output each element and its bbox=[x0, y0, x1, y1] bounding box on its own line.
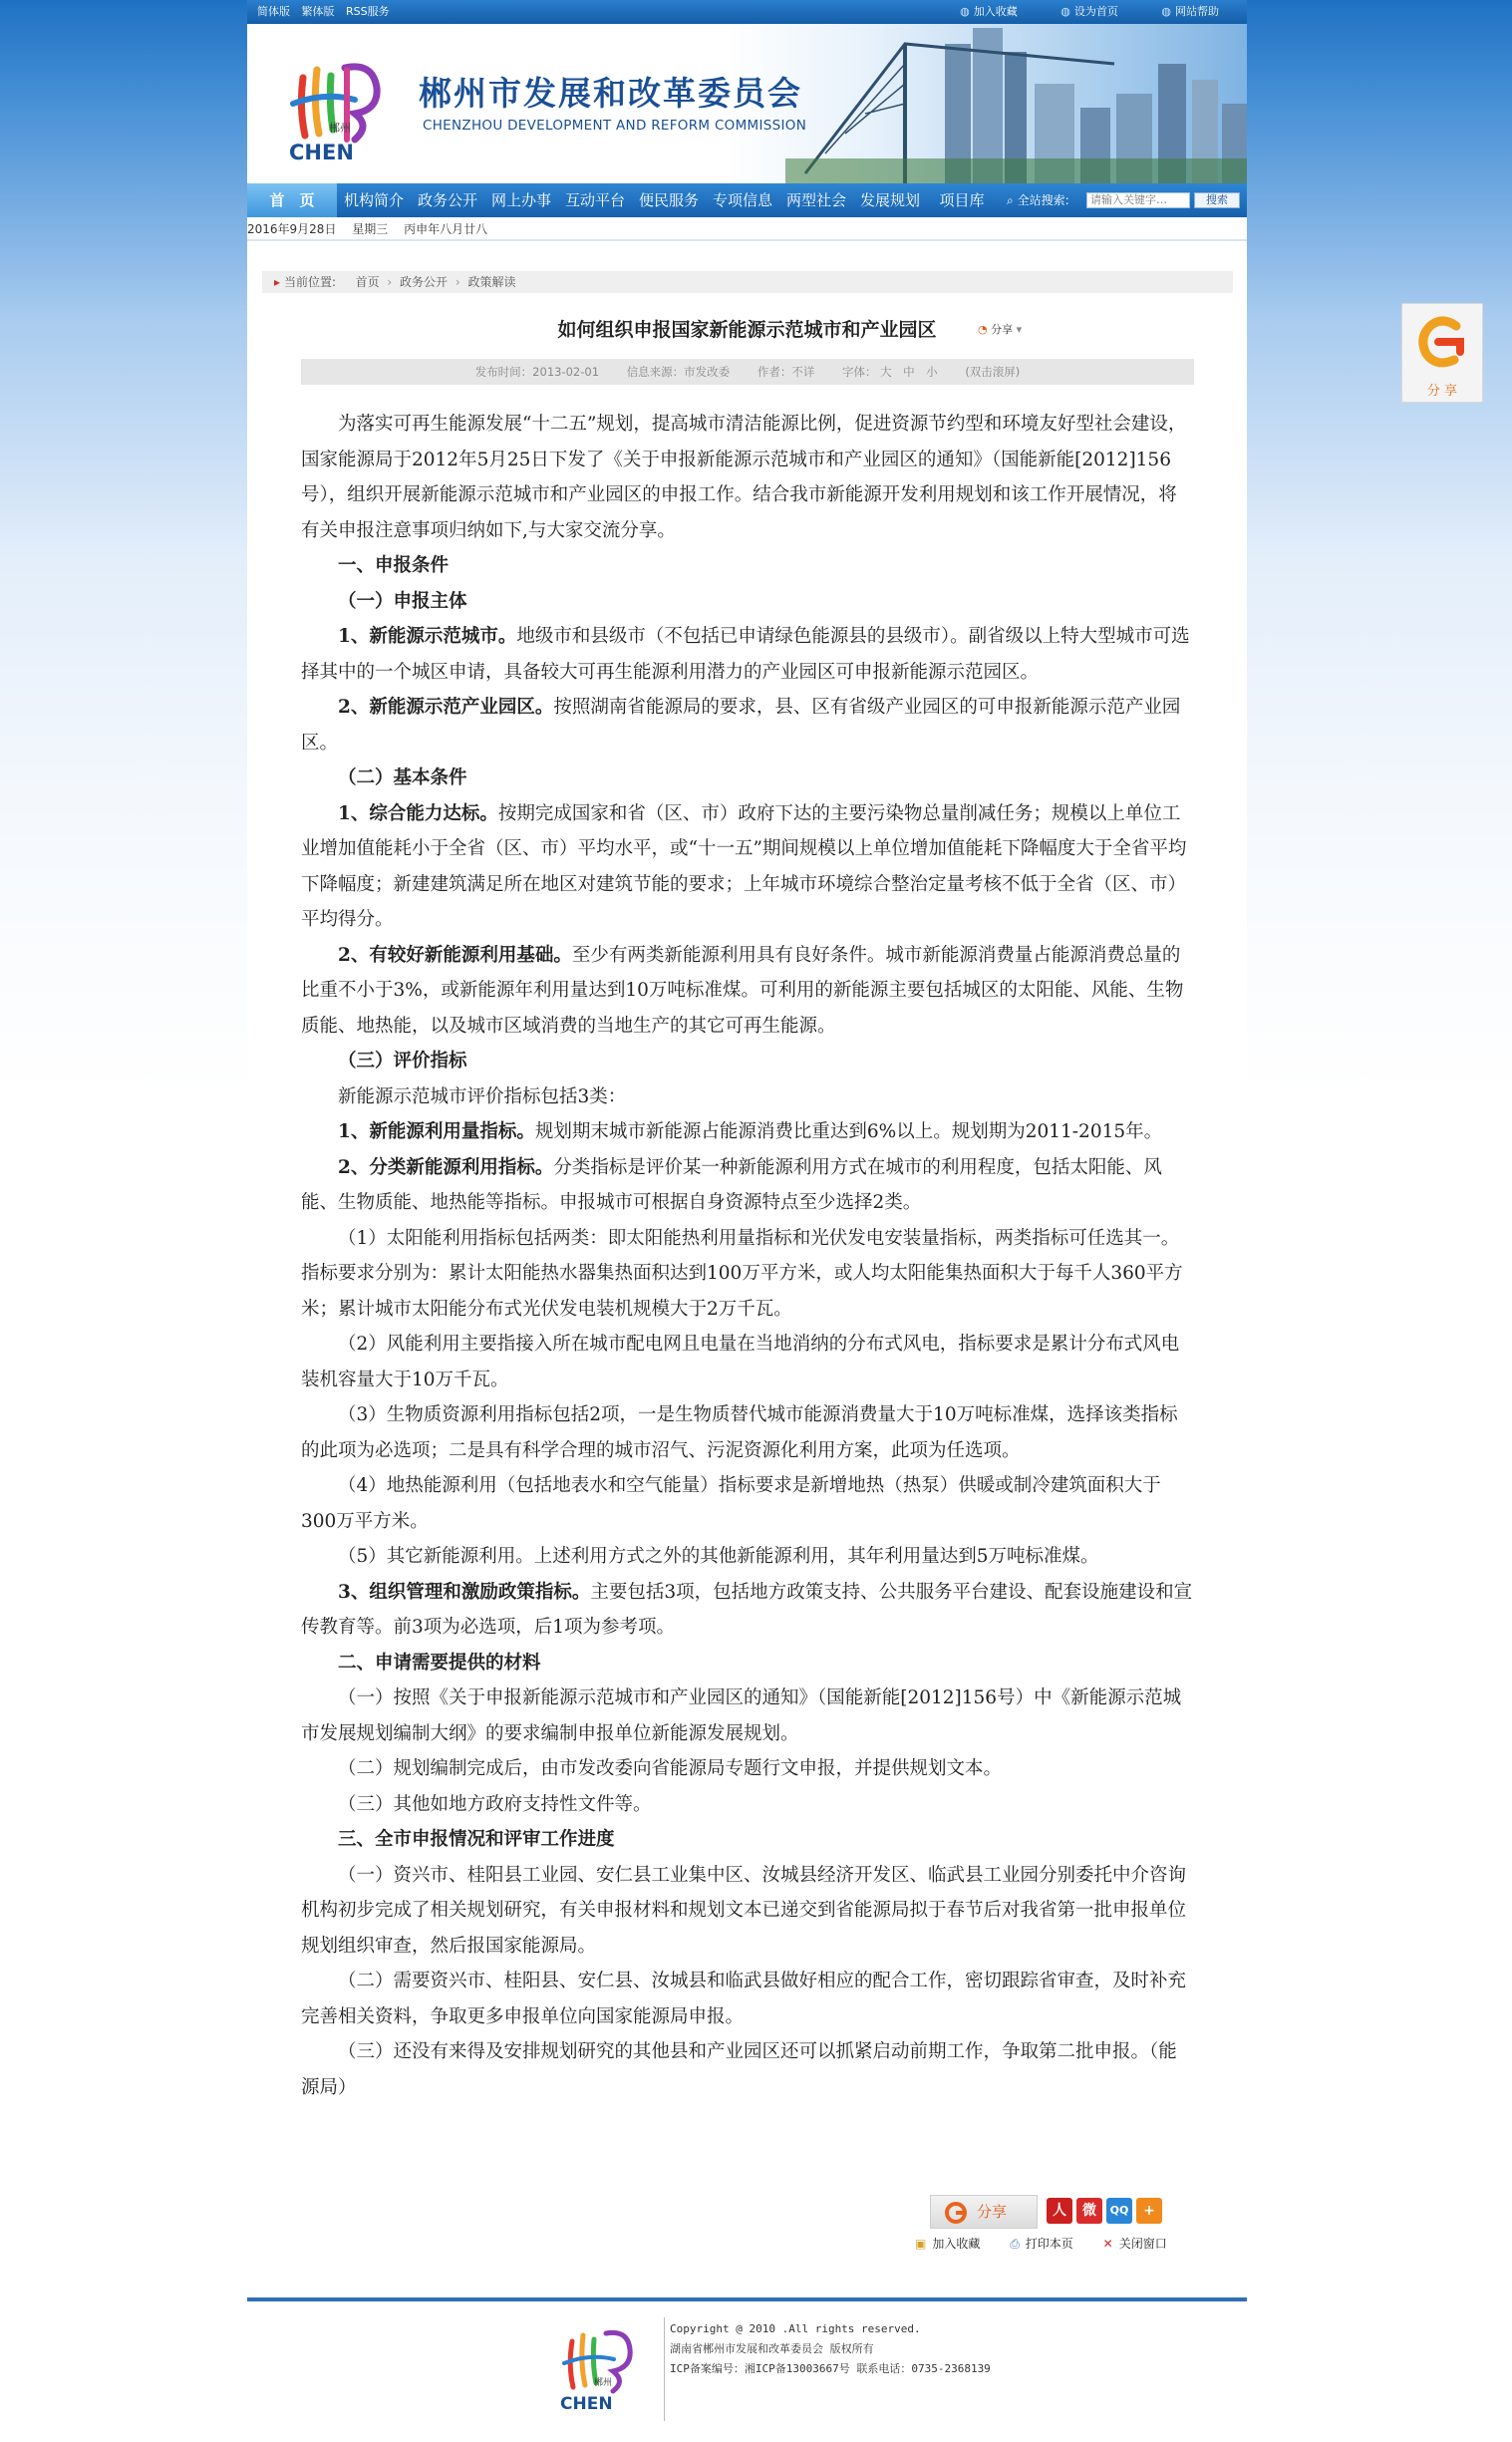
article-section-heading bbox=[301, 761, 1194, 796]
paragraph-text: 规划期末城市新能源占能源消费比重达到6%以上。规划期为2011-2015年。 bbox=[534, 1121, 1163, 1142]
main-navigation bbox=[247, 183, 1247, 217]
paragraph-text: （3）生物质资源利用指标包括2项，一是生物质替代城市能源消费量大于10万吨标准煤，选择该类指标的此项为必选项；二是具有科学合理的城市沼气、污泥资源化利用方案，此项为任选项。 bbox=[301, 1404, 1178, 1461]
paragraph-text: （一）资兴市、桂阳县工业园、安仁县工业集中区、汝城县经济开发区、临武县工业园分别委托中介咨询机构初步完成了相关规划研究，有关申报材料和规划文本已递交到省能源局拟于春节后对我省第一批申报单位规划组织审查，然后报国家能源局。 bbox=[301, 1864, 1187, 1957]
article-paragraph bbox=[301, 2034, 1194, 2105]
more-share-icon[interactable]: + bbox=[1136, 2198, 1162, 2224]
nav-project-library[interactable]: 项目库 bbox=[939, 191, 985, 209]
search-icon: ⌕ bbox=[1007, 193, 1014, 207]
nav-about[interactable]: 机构简介 bbox=[343, 191, 404, 209]
copyright-line: Copyright @ 2010 .All rights reserved. bbox=[670, 2322, 921, 2335]
paragraph-text: 分类指标是评价某一种新能源利用方式在城市的利用程度，包括太阳能、风能、生物质能、地热能等指标。申报城市可根据自身资源特点至少选择2类。 bbox=[301, 1156, 1162, 1213]
article-section-heading bbox=[301, 1044, 1194, 1079]
search-button[interactable]: 搜索 bbox=[1194, 192, 1240, 208]
paragraph-lead: 1、新能源示范城市。 bbox=[338, 626, 517, 647]
nav-special-info[interactable]: 专项信息 bbox=[712, 191, 772, 209]
weekday: 星期三 bbox=[352, 222, 389, 236]
nav-development-planning[interactable]: 发展规划 bbox=[859, 191, 920, 209]
folder-icon: ▣ bbox=[915, 2237, 927, 2251]
close-window-action[interactable]: ✕ 关闭窗口 bbox=[1102, 2237, 1167, 2251]
article-paragraph bbox=[301, 1397, 1194, 1468]
article-actions bbox=[915, 2235, 1193, 2252]
paragraph-text: 地级市和县级市（不包括已申请绿色能源县的县级市）。副省级以上特大型城市可选择其中的一个城区申请，具备较大可再生能源利用潜力的产业园区可申报新能源示范园区。 bbox=[301, 626, 1190, 683]
paragraph-text: （三）其他如地方政府支持性文件等。 bbox=[338, 1793, 652, 1815]
date-bar bbox=[247, 217, 1247, 241]
add-favorite-action[interactable]: ▣ 加入收藏 bbox=[915, 2237, 981, 2251]
publish-time: 发布时间：2013-02-01 bbox=[474, 365, 600, 379]
article-paragraph bbox=[301, 1858, 1194, 1965]
nav-online-services[interactable]: 网上办事 bbox=[490, 191, 551, 209]
help-icon: ◍ bbox=[1161, 5, 1171, 18]
author: 作者：不详 bbox=[756, 365, 815, 379]
top-utility-bar bbox=[247, 0, 1247, 24]
paragraph-text: 新能源示范城市评价指标包括3类： bbox=[338, 1085, 627, 1107]
paragraph-lead: 2、新能源示范产业园区。 bbox=[338, 697, 554, 718]
article-paragraph bbox=[301, 1575, 1194, 1646]
floating-share-widget[interactable]: 分 享 bbox=[1401, 303, 1483, 403]
paragraph-lead: （一）申报主体 bbox=[338, 590, 467, 612]
page-container bbox=[247, 0, 1247, 2438]
paragraph-lead: 二、申请需要提供的材料 bbox=[338, 1652, 541, 1674]
site-title: 郴州市发展和改革委员会 bbox=[419, 74, 802, 113]
paragraph-lead: 1、综合能力达标。 bbox=[338, 802, 498, 824]
paragraph-lead: 2、有较好新能源利用基础。 bbox=[338, 944, 572, 966]
paragraph-text: 为落实可再生能源发展“十二五”规划，提高城市清洁能源比例，促进资源节约型和环境友好型社会建设，国家能源局于2012年5月25日下发了《关于申报新能源示范城市和产业园区的通知》（国能新能[2012]156号），组织开展新能源示范城市和产业园区的申报工作。结合我市新能源开发利用规划和该工作开展情况，将有关申报注意事项归纳如下,与大家交流分享。 bbox=[301, 414, 1187, 541]
article-paragraph bbox=[301, 1751, 1194, 1787]
share-logo-icon bbox=[945, 2202, 967, 2224]
article-paragraph bbox=[301, 1468, 1194, 1539]
search-label: ⌕ 全站搜索: bbox=[1007, 193, 1069, 207]
date-divider bbox=[247, 239, 1247, 241]
paragraph-text: （5）其它新能源利用。上述利用方式之外的其他新能源利用，其年利用量达到5万吨标准煤。 bbox=[338, 1546, 1099, 1567]
paragraph-lead: 2、分类新能源利用指标。 bbox=[338, 1156, 554, 1178]
article-paragraph bbox=[301, 1221, 1194, 1328]
nav-home[interactable]: 首 页 bbox=[247, 183, 337, 217]
city-skyline-image bbox=[785, 24, 1247, 183]
paragraph-text: （4）地热能源利用（包括地表水和空气能量）指标要求是新增地热（热泵）供暖或制冷建筑面积大于300万平方米。 bbox=[301, 1475, 1161, 1532]
rss-link[interactable]: RSS服务 bbox=[346, 5, 390, 18]
paragraph-lead: （二）基本条件 bbox=[338, 767, 467, 788]
add-favorite-link[interactable]: ◍ 加入收藏 bbox=[960, 5, 1018, 18]
svg-text:郴州: 郴州 bbox=[594, 2378, 613, 2388]
share-mini-button[interactable]: ◔ 分享 ▾ bbox=[978, 323, 1023, 336]
paragraph-text: （二）需要资兴市、桂阳县、安仁县、汝城县和临武县做好相应的配合工作，密切跟踪省审查，及时补充完善相关资料，争取更多申报单位向国家能源局申报。 bbox=[301, 1971, 1187, 2027]
paragraph-text: （2）风能利用主要指接入所在城市配电网且电量在当地消纳的分布式风电，指标要求是累计分布式风电装机容量大于10万千瓦。 bbox=[301, 1334, 1180, 1390]
icp-line: ICP备案编号：湘ICP备13003667号 联系电话：0735-2368139 bbox=[670, 2362, 991, 2375]
svg-text:CHEN: CHEN bbox=[560, 2394, 613, 2414]
renren-share-icon[interactable]: 人 bbox=[1047, 2198, 1072, 2224]
footer bbox=[247, 2297, 1247, 2442]
version-links bbox=[257, 0, 398, 24]
location-marker-icon: ▸ bbox=[274, 275, 281, 289]
help-link[interactable]: ◍ 网站帮助 bbox=[1161, 5, 1219, 18]
paragraph-text: （二）规划编制完成后，由市发改委向省能源局专题行文申报，并提供规划文本。 bbox=[338, 1758, 1003, 1779]
article-meta-bar bbox=[301, 359, 1194, 385]
paragraph-lead: 一、申报条件 bbox=[338, 555, 450, 576]
article-paragraph bbox=[301, 1680, 1194, 1751]
current-date: 2016年9月28日 bbox=[247, 222, 337, 236]
paragraph-text: （三）还没有来得及安排规划研究的其他县和产业园区还可以抓紧启动前期工作，争取第二批申报。（能源局） bbox=[301, 2041, 1177, 2098]
svg-text:郴州: 郴州 bbox=[329, 122, 351, 135]
article-paragraph bbox=[301, 1114, 1194, 1150]
info-source: 信息来源：市发改委 bbox=[626, 365, 731, 379]
footer-divider bbox=[664, 2317, 665, 2421]
article-paragraph bbox=[301, 1964, 1194, 2034]
article-paragraph bbox=[301, 407, 1194, 548]
breadcrumb-policy[interactable]: 政策解读 bbox=[467, 275, 516, 289]
utility-links bbox=[920, 0, 1219, 24]
print-action[interactable]: ⎙ 打印本页 bbox=[1010, 2237, 1073, 2251]
share-button[interactable]: 分享 bbox=[930, 2195, 1038, 2229]
search-input[interactable] bbox=[1086, 192, 1190, 208]
footer-logo bbox=[558, 2319, 644, 2415]
article-paragraph bbox=[301, 1150, 1194, 1221]
breadcrumb-government-info[interactable]: 政务公开 bbox=[400, 275, 449, 289]
owner-line: 湖南省郴州市发展和改革委员会 版权所有 bbox=[670, 2342, 874, 2355]
article-paragraph bbox=[301, 1327, 1194, 1397]
chevron-right-icon: › bbox=[454, 275, 460, 289]
header-banner bbox=[247, 24, 1247, 183]
share-logo-icon bbox=[1416, 312, 1468, 372]
lunar-date: 丙申年八月廿八 bbox=[404, 222, 488, 236]
traditional-link[interactable]: 繁体版 bbox=[301, 5, 335, 18]
paragraph-text: （一）按照《关于申报新能源示范城市和产业园区的通知》（国能新能[2012]156号）中《新能源示范城市发展规划编制大纲》的要求编制申报单位新能源发展规划。 bbox=[301, 1687, 1182, 1744]
article-paragraph bbox=[301, 1079, 1194, 1115]
site-subtitle: CHENZHOU DEVELOPMENT AND REFORM COMMISSION bbox=[423, 118, 807, 134]
paragraph-text: 主要包括3项，包括地方政策支持、公共服务平台建设、配套设施建设和宣传教育等。前3项为必选项，后1项为参考项。 bbox=[301, 1581, 1193, 1638]
weibo-share-icon[interactable]: 微 bbox=[1076, 2198, 1102, 2224]
article-body bbox=[301, 407, 1194, 2105]
close-icon: ✕ bbox=[1102, 2237, 1113, 2251]
paragraph-lead: 3、组织管理和激励政策指标。 bbox=[338, 1581, 591, 1603]
breadcrumb bbox=[262, 271, 1233, 293]
article-paragraph bbox=[301, 1787, 1194, 1823]
chevron-down-icon: ▾ bbox=[1016, 323, 1023, 336]
chevron-right-icon: › bbox=[387, 275, 393, 289]
paragraph-lead: 1、新能源利用量指标。 bbox=[338, 1121, 535, 1142]
double-click-scroll: (双击滚屏) bbox=[965, 365, 1021, 379]
article-section-heading bbox=[301, 584, 1194, 620]
share-icon: ◔ bbox=[978, 323, 988, 336]
nav-two-oriented-society[interactable]: 两型社会 bbox=[785, 191, 846, 209]
set-homepage-link[interactable]: ◍ 设为首页 bbox=[1060, 5, 1118, 18]
paragraph-lead: （三）评价指标 bbox=[338, 1051, 467, 1071]
qq-share-icon[interactable]: QQ bbox=[1106, 2198, 1132, 2224]
article-section-heading bbox=[301, 548, 1194, 584]
site-logo[interactable] bbox=[285, 48, 395, 165]
breadcrumb-prefix: 当前位置: bbox=[284, 275, 337, 289]
bookmark-icon: ◍ bbox=[960, 5, 970, 18]
nav-public-services[interactable]: 便民服务 bbox=[638, 191, 699, 209]
footer-text bbox=[670, 2319, 991, 2379]
home-icon: ◍ bbox=[1060, 5, 1070, 18]
article-paragraph bbox=[301, 796, 1194, 938]
print-icon: ⎙ bbox=[1010, 2237, 1020, 2251]
font-size-switcher[interactable]: 字体： 大 中 小 bbox=[842, 365, 938, 379]
paragraph-text: 按期完成国家和省（区、市）政府下达的主要污染物总量削减任务；规模以上单位工业增加值能耗小于全省（区、市）平均水平，或“十一五”期间规模以上单位增加值能耗下降幅度大于全省平均下降幅度；新建建筑满足所在地区对建筑节能的要求；上年城市环境综合整治定量考核不低于全省（区、市）平均得分。 bbox=[301, 802, 1187, 930]
article-title: 如何组织申报国家新能源示范城市和产业园区 bbox=[557, 319, 937, 341]
article-section-heading bbox=[301, 1822, 1194, 1858]
paragraph-text: （1）太阳能利用指标包括两类：即太阳能热利用量指标和光伏发电安装量指标，两类指标可任选其一。指标要求分别为：累计太阳能热水器集热面积达到100万平方米，或人均太阳能集热面积大于每千人360平方米；累计城市太阳能分布式光伏发电装机规模大于2万千瓦。 bbox=[301, 1227, 1183, 1320]
paragraph-text: 按照湖南省能源局的要求，县、区有省级产业园区的可申报新能源示范产业园区。 bbox=[301, 697, 1181, 754]
simplified-link[interactable]: 简体版 bbox=[257, 5, 290, 18]
article-paragraph bbox=[301, 1539, 1194, 1575]
article-paragraph bbox=[301, 619, 1194, 690]
article-paragraph bbox=[301, 690, 1194, 761]
article-paragraph bbox=[301, 938, 1194, 1045]
paragraph-lead: 三、全市申报情况和评审工作进度 bbox=[338, 1829, 615, 1850]
article-section-heading bbox=[301, 1646, 1194, 1681]
nav-government-info[interactable]: 政务公开 bbox=[417, 191, 477, 209]
nav-interaction[interactable]: 互动平台 bbox=[564, 191, 625, 209]
breadcrumb-home[interactable]: 首页 bbox=[355, 275, 380, 289]
svg-text:CHEN: CHEN bbox=[289, 141, 354, 164]
paragraph-text: 至少有两类新能源利用具有良好条件。城市新能源消费量占能源消费总量的比重不小于3%，或新能源年利用量达到10万吨标准煤。可利用的新能源主要包括城区的太阳能、风能、生物质能、地热能，以及城市区域消费的当地生产的其它可再生能源。 bbox=[301, 944, 1184, 1037]
